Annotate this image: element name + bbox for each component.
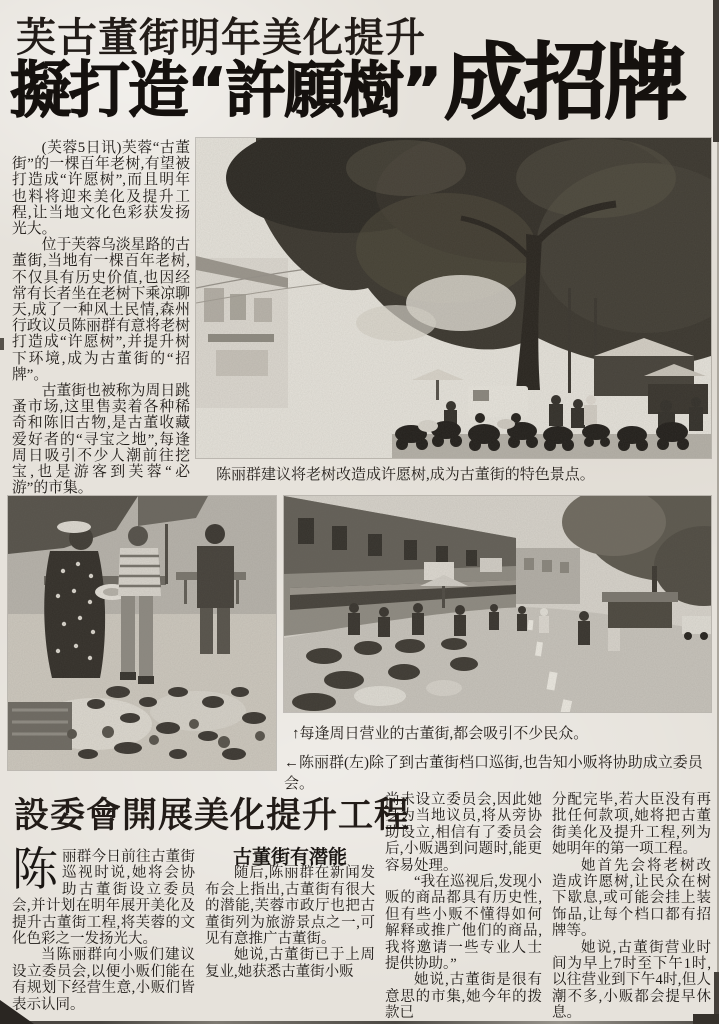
lead-paragraph: (芙蓉5日讯)芙蓉“古董街”的一棵百年老树,有望被打造成“许愿树”,而且明年也料将迎来美化及提升工程,让当地文化色彩获发扬光大。 bbox=[12, 140, 190, 238]
section2-column-3 bbox=[385, 792, 542, 1022]
antique-browsing-photo-art bbox=[8, 496, 276, 770]
section2-col2-paragraph: 她说,古董街已于上周复业,她获悉古董街小贩 bbox=[205, 947, 375, 980]
section2-col1-paragraph bbox=[12, 844, 195, 948]
lead-paragraph: 古董街也被称为周日跳蚤市场,这里售卖着各种稀奇和陈旧古物,是古董收藏爱好者的“寻宝之地”,每逢周日吸引不少人潮前往挖宝,也是游客到芙蓉“必游”的市集。 bbox=[12, 383, 190, 497]
street-view-photo bbox=[284, 496, 711, 712]
tree-photo-caption: 陈丽群建议将老树改造成许愿树,成为古董街的特色景点。 bbox=[216, 467, 595, 483]
section2-column-4 bbox=[552, 792, 711, 1022]
scan-speck-left bbox=[0, 338, 4, 350]
section2-col1-paragraph: 当陈丽群向小贩们建议设立委员会,以便小贩们能在有规划下经营生意,小贩们皆表示认同。 bbox=[12, 947, 195, 1013]
antique-browsing-photo bbox=[8, 496, 276, 770]
section2-col2-paragraph: 随后,陈丽群在新闻发布会上指出,古董街有很大的潜能,芙蓉市政厅也把古董街列为旅游景点之一,可见有意推广古董街。 bbox=[205, 865, 375, 948]
section2-subhead: 古董街有潜能 bbox=[232, 846, 347, 868]
section2-column-2 bbox=[205, 846, 375, 980]
section2-col1-p1-text: 丽群今日前往古董街巡视时说,她将会协助古董街设立委员会,并计划在明年展开美化及提升古董街工程,将芙蓉的文化色彩之一发扬光大。 bbox=[12, 849, 195, 948]
section2-headline: 設委會開展美化提升工程 bbox=[14, 796, 411, 836]
tree-market-photo-art bbox=[196, 138, 711, 458]
section2-col4-paragraph: 分配完毕,若大臣没有再批任何款项,她将把古董街美化及提升工程,列为她明年的第一项工程。 bbox=[552, 792, 711, 858]
section2-column-1 bbox=[12, 844, 195, 1013]
lead-paragraph: 位于芙蓉乌淡星路的古董街,当地有一棵百年老树,不仅具有历史价值,也因经常有长者坐在老树下乘凉聊天,成了一种风土民情,森州行政议员陈丽群有意将老树打造成“许愿树”,并提升树下环境,成为古董街的“招牌”。 bbox=[12, 237, 190, 383]
main-headline-part1: 擬打造“許願樹” bbox=[10, 55, 441, 127]
street-photo-caption: ↑每逢周日营业的古董街,都会吸引不少民众。 bbox=[292, 726, 589, 742]
section2-col3-paragraph: 她说,古董街是很有意思的市集,她今年的拨款已 bbox=[385, 972, 542, 1022]
section2-col4-paragraph: 她说,古董街营业时间为早上7时至下午1时,以往营业到下午4时,但人潮不多,小贩都会提早休息。 bbox=[552, 939, 711, 1022]
main-headline-part2: 成招牌 bbox=[444, 34, 685, 131]
kicker-headline: 芙古董街明年美化提升 bbox=[16, 15, 426, 61]
drop-cap: 陈 bbox=[12, 844, 58, 895]
section2-col3-paragraph: “我在巡视后,发现小贩的商品都具有历史性,但有些小贩不懂得如何解释或推广他们的商品,我将邀请一些专业人士提供协助。” bbox=[385, 874, 542, 973]
scan-edge-right-bottom bbox=[714, 972, 719, 1024]
tree-market-photo bbox=[196, 138, 711, 458]
section2-col4-paragraph: 她首先会将老树改造成许愿树,让民众在树下歇息,或可能会挂上装饰品,让每个档口都有招牌等。 bbox=[552, 857, 711, 940]
street-view-photo-art bbox=[284, 496, 711, 712]
section2-col3-paragraph: 尚未设立委员会,因此她身为当地议员,将从旁协助设立,相信有了委员会后,小贩遇到问题时,能更容易处理。 bbox=[385, 792, 542, 874]
stall-photo-caption: ←陈丽群(左)除了到古董街档口巡街,也告知小贩将协助成立委员会。 bbox=[284, 755, 703, 792]
lead-article-column bbox=[12, 140, 190, 496]
